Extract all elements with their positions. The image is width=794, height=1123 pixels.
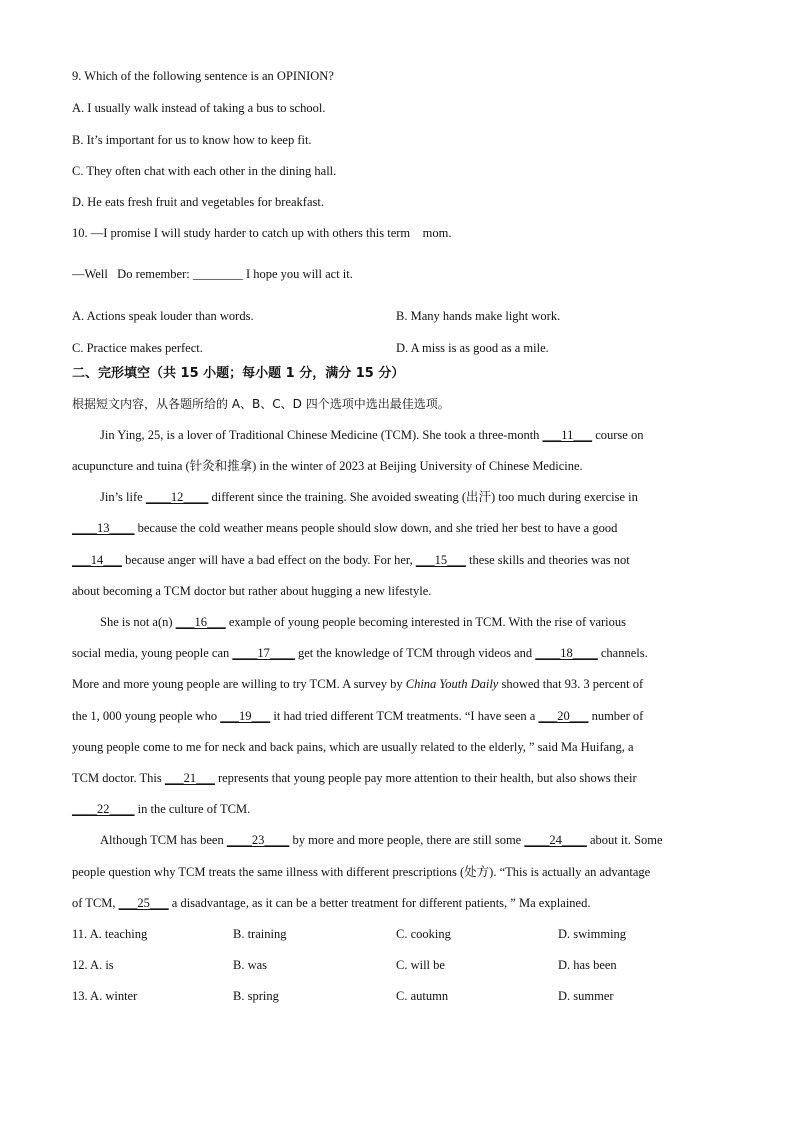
q12-option-d: D. has been (558, 958, 617, 972)
passage-line: acupuncture and tuina (针灸和推拿) in the winter of 2023 at Beijing University of Chinese Medicine. (72, 459, 583, 473)
q11-option-d: D. swimming (558, 927, 627, 941)
blank-11: ___11___ (542, 428, 593, 442)
blank-23: ____23____ (226, 833, 290, 847)
passage-line: Jin’s life ____12____ different since the training. She avoided sweating (出汗) too much during exercise in (100, 490, 638, 504)
q10-stem-line2: —Well Do remember: ________ I hope you will act it. (72, 267, 353, 281)
passage-line: ____22____ in the culture of TCM. (72, 802, 251, 816)
blank-25: ___25___ (118, 896, 169, 910)
q12-option-c: C. will be (396, 958, 445, 972)
blank-17: ____17____ (232, 646, 295, 660)
q10-option-c: C. Practice makes perfect. (72, 341, 203, 355)
passage-line: of TCM, ___25___ a disadvantage, as it can be a better treatment for different patients, ” Ma explained. (72, 896, 591, 910)
blank-16: ___16___ (175, 615, 226, 629)
q12-option-b: B. was (233, 958, 268, 972)
q9-stem: 9. Which of the following sentence is an OPINION? (72, 69, 334, 83)
passage-line: the 1, 000 young people who ___19___ it had tried different TCM treatments. “I have seen a ___20___ number of (72, 709, 644, 723)
q11-option-c: C. cooking (396, 927, 451, 941)
passage-line: people question why TCM treats the same illness with different prescriptions (处方). “This is actually an advantage (72, 865, 651, 879)
q11-option-b: B. training (233, 927, 287, 941)
q13-option-d: D. summer (558, 989, 614, 1003)
blank-19: ___19___ (220, 709, 271, 723)
q10-option-d: D. A miss is as good as a mile. (396, 341, 549, 355)
passage-line: Although TCM has been ____23____ by more and more people, there are still some ____24____ about it. Some (100, 833, 663, 847)
passage-line: ____13____ because the cold weather means people should slow down, and she tried her best to have a good (72, 521, 618, 535)
blank-22: ____22____ (72, 802, 135, 816)
passage-line: TCM doctor. This ___21___ represents that young people pay more attention to their health, but also shows their (72, 771, 637, 785)
q12-option-a: 12. A. is (72, 958, 114, 972)
q10-option-b: B. Many hands make light work. (396, 309, 561, 323)
passage-line: She is not a(n) ___16___ example of young people becoming interested in TCM. With the rise of various (100, 615, 627, 629)
section-heading: 二、完形填空（共 15 小题；每小题 1 分，满分 15 分） (72, 366, 405, 381)
passage-line: young people come to me for neck and back pains, which are usually related to the elderly, ” said Ma Huifang, a (72, 740, 634, 754)
passage-line: social media, young people can ____17____ get the knowledge of TCM through videos and ____18____ channels. (72, 646, 648, 660)
q11-option-a: 11. A. teaching (72, 927, 148, 941)
blank-12: ____12____ (145, 490, 209, 504)
blank-13: ____13____ (72, 521, 135, 535)
blank-24: ____24____ (524, 833, 587, 847)
newspaper-title: China Youth Daily (405, 677, 499, 691)
passage-line: Jin Ying, 25, is a lover of Traditional Chinese Medicine (TCM). She took a three-month ___11___ course on (100, 428, 644, 442)
q9-option-d: D. He eats fresh fruit and vegetables for breakfast. (72, 195, 324, 209)
q13-option-c: C. autumn (396, 989, 449, 1003)
q13-option-a: 13. A. winter (72, 989, 138, 1003)
q13-option-b: B. spring (233, 989, 279, 1003)
blank-18: ____18____ (535, 646, 598, 660)
q9-option-b: B. It’s important for us to know how to keep fit. (72, 133, 312, 147)
section-instruction: 根据短文内容，从各题所给的 A、B、C、D 四个选项中选出最佳选项。 (72, 397, 450, 411)
passage-line: ___14___ because anger will have a bad effect on the body. For her, ___15___ these skills and theories was not (72, 553, 630, 567)
q9-option-a: A. I usually walk instead of taking a bus to school. (72, 101, 326, 115)
blank-15: ___15___ (415, 553, 466, 567)
q9-option-c: C. They often chat with each other in the dining hall. (72, 164, 337, 178)
passage-line: More and more young people are willing to try TCM. A survey by China Youth Daily showed that 93. 3 percent of (72, 677, 644, 691)
q10-option-a: A. Actions speak louder than words. (72, 309, 254, 323)
passage-line: about becoming a TCM doctor but rather about hugging a new lifestyle. (72, 584, 432, 598)
q10-stem-line1: 10. —I promise I will study harder to catch up with others this term mom. (72, 226, 452, 240)
blank-21: ___21___ (164, 771, 215, 785)
blank-20: ___20___ (538, 709, 589, 723)
blank-14: ___14___ (72, 553, 122, 567)
